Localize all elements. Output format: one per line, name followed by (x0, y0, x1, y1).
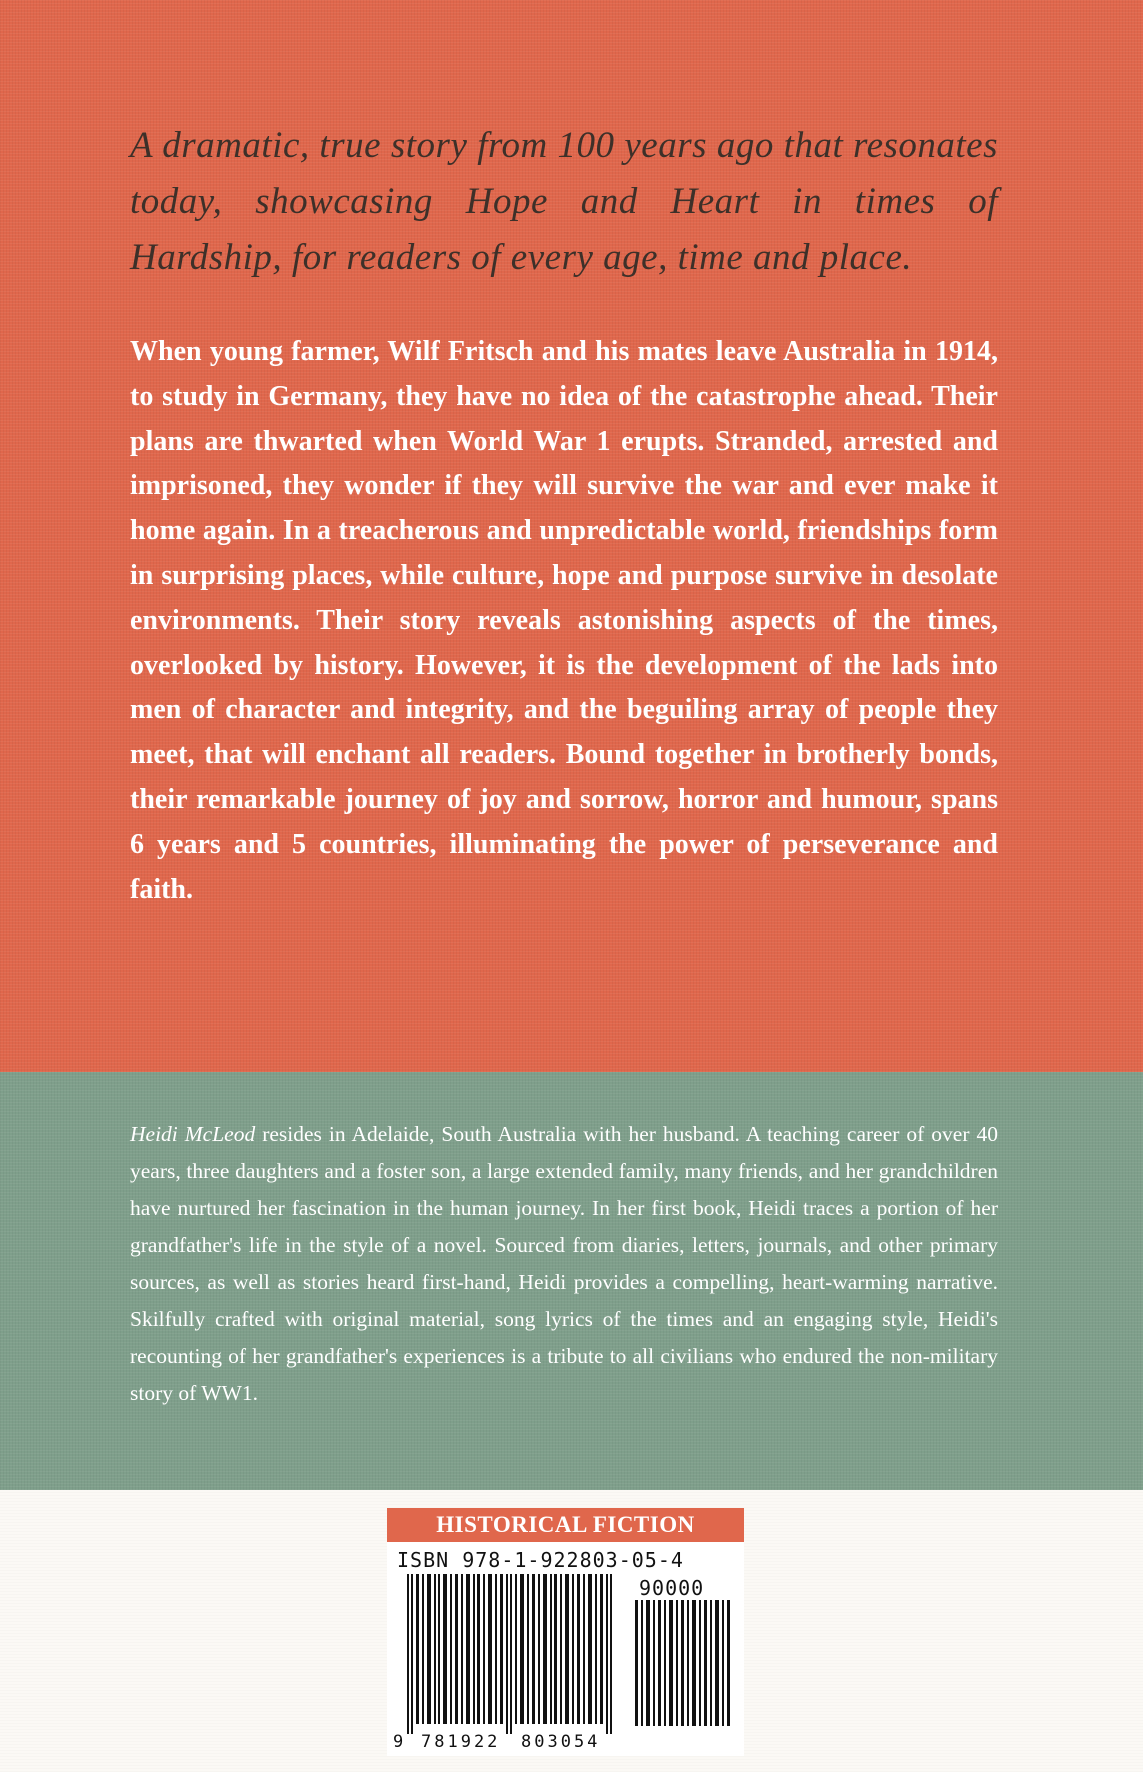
ean-barcode (401, 1574, 629, 1734)
author-bio (130, 1116, 998, 1412)
barcode-block (387, 1542, 744, 1756)
tagline: A dramatic, true story from 100 years ago that resonates today, showcasing Hope and Heart in times of Hardship, for readers of every age, time and place. (130, 125, 998, 278)
author-panel (0, 1072, 1143, 1490)
barcode-left-digits: 781922 (421, 1732, 501, 1752)
price-barcode (633, 1600, 733, 1726)
author-bio-text: resides in Adelaide, South Australia with her husband. A teaching career of over 40 years, three daughters and a foster son, a large extended family, many friends, and her grandchildren have nurtured her fascination in the human journey. In her first book, Heidi traces a portion of her grandfather's life in the style of a novel. Sourced from diaries, letters, journals, and other primary sources, as well as stories heard first-hand, Heidi provides a compelling, heart-warming narrative. Skilfully crafted with original material, song lyrics of the times and an engaging style, Heidi's recounting of her grandfather's experiences is a tribute to all civilians who endured the non-military story of WW1. (130, 1122, 999, 1405)
barcode-right-digits: 803054 (521, 1732, 601, 1752)
author-name: Heidi McLeod (130, 1122, 256, 1146)
price-code: 90000 (639, 1576, 705, 1600)
isbn-text: ISBN 978-1-922803-05-4 (397, 1548, 684, 1572)
book-blurb: When young farmer, Wilf Fritsch and his mates leave Australia in 1914, to study in Germany, they have no idea of the catastrophe ahead. Their plans are thwarted when World War 1 erupts. Stranded, arrested and imprisoned, they wonder if they will survive the war and ever make it home again. In a treacherous and unpredictable world, friendships form in surprising places, while culture, hope and purpose survive in desolate environments. Their story reveals astonishing aspects of the times, overlooked by history. However, it is the development of the lads into men of character and integrity, and the beguiling array of people they meet, that will enchant all readers. Bound together in brotherly bonds, their remarkable journey of joy and sorrow, horror and humour, spans 6 years and 5 countries, illuminating the power of perseverance and faith. (130, 336, 998, 905)
barcode-lead-digit: 9 (393, 1732, 404, 1752)
genre-label: HISTORICAL FICTION (387, 1508, 744, 1542)
